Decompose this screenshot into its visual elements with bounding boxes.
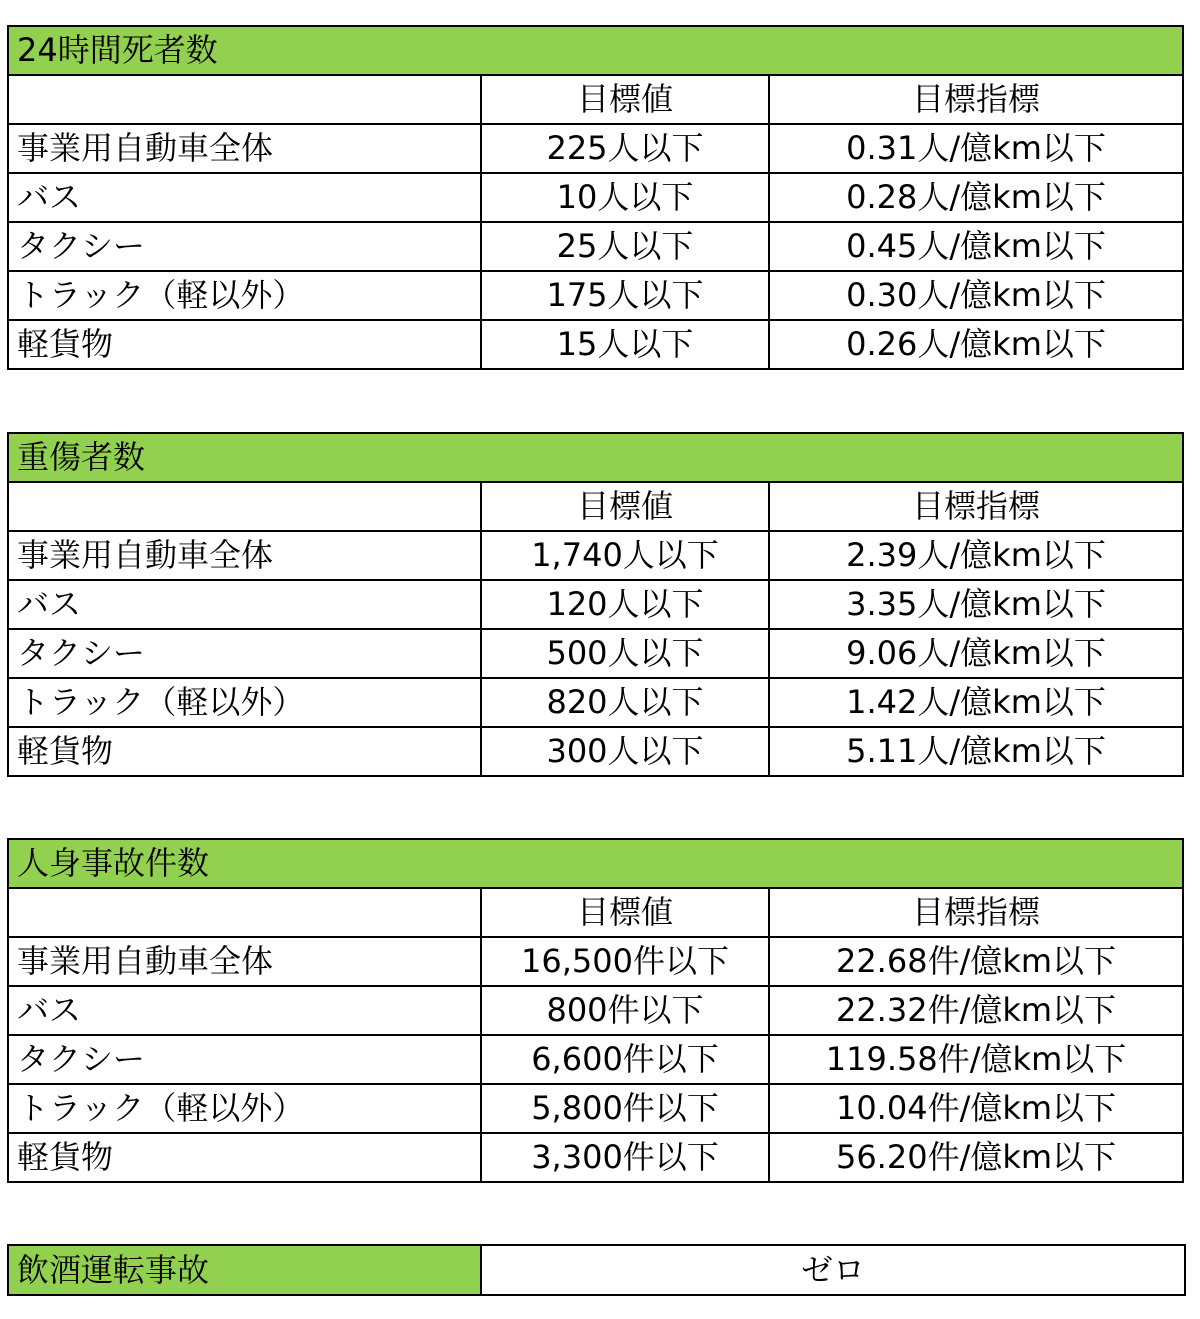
- row-target-index: 2.39人/億km以下: [769, 531, 1183, 580]
- column-header-target-index: 目標指標: [769, 482, 1183, 531]
- row-category: 軽貨物: [8, 727, 481, 776]
- row-category: 事業用自動車全体: [8, 124, 481, 173]
- row-target-index: 0.26人/億km以下: [769, 320, 1183, 369]
- section-title: 人身事故件数: [8, 839, 1183, 888]
- fatalities-table: [7, 25, 1184, 370]
- row-category: トラック（軽以外）: [8, 1084, 481, 1133]
- empty-header-cell: [8, 888, 481, 937]
- drunk-driving-table: [7, 1244, 1186, 1296]
- row-target-index: 0.30人/億km以下: [769, 271, 1183, 320]
- drunk-driving-label: 飲酒運転事故: [8, 1245, 481, 1295]
- row-target-index: 22.68件/億km以下: [769, 937, 1183, 986]
- column-header-target-value: 目標値: [481, 75, 769, 124]
- row-category: 事業用自動車全体: [8, 937, 481, 986]
- row-target-value: 10人以下: [481, 173, 769, 222]
- serious-injuries-table: [7, 432, 1184, 777]
- row-target-index: 9.06人/億km以下: [769, 629, 1183, 678]
- table-row: [8, 629, 1183, 678]
- empty-header-cell: [8, 482, 481, 531]
- row-category: トラック（軽以外）: [8, 678, 481, 727]
- row-target-value: 120人以下: [481, 580, 769, 629]
- column-header-target-value: 目標値: [481, 888, 769, 937]
- drunk-driving-value: ゼロ: [481, 1245, 1185, 1295]
- column-header-target-value: 目標値: [481, 482, 769, 531]
- row-target-value: 500人以下: [481, 629, 769, 678]
- empty-header-cell: [8, 75, 481, 124]
- table-row: [8, 1035, 1183, 1084]
- row-category: 軽貨物: [8, 1133, 481, 1182]
- row-target-index: 5.11人/億km以下: [769, 727, 1183, 776]
- table-row: [8, 124, 1183, 173]
- row-target-value: 820人以下: [481, 678, 769, 727]
- row-target-value: 1,740人以下: [481, 531, 769, 580]
- table-row: [8, 937, 1183, 986]
- row-category: バス: [8, 986, 481, 1035]
- table-row: [8, 986, 1183, 1035]
- row-category: タクシー: [8, 1035, 481, 1084]
- row-target-index: 10.04件/億km以下: [769, 1084, 1183, 1133]
- row-category: タクシー: [8, 222, 481, 271]
- row-target-value: 225人以下: [481, 124, 769, 173]
- table-row: [8, 531, 1183, 580]
- row-category: 事業用自動車全体: [8, 531, 481, 580]
- row-target-value: 16,500件以下: [481, 937, 769, 986]
- row-target-index: 0.31人/億km以下: [769, 124, 1183, 173]
- row-target-value: 300人以下: [481, 727, 769, 776]
- row-category: バス: [8, 580, 481, 629]
- row-target-index: 1.42人/億km以下: [769, 678, 1183, 727]
- column-header-target-index: 目標指標: [769, 888, 1183, 937]
- row-target-value: 5,800件以下: [481, 1084, 769, 1133]
- section-title: 重傷者数: [8, 433, 1183, 482]
- row-target-index: 3.35人/億km以下: [769, 580, 1183, 629]
- row-target-value: 25人以下: [481, 222, 769, 271]
- row-target-index: 119.58件/億km以下: [769, 1035, 1183, 1084]
- row-target-index: 56.20件/億km以下: [769, 1133, 1183, 1182]
- table-row: [8, 1084, 1183, 1133]
- row-category: 軽貨物: [8, 320, 481, 369]
- row-target-index: 0.45人/億km以下: [769, 222, 1183, 271]
- table-row: [8, 222, 1183, 271]
- row-target-value: 6,600件以下: [481, 1035, 769, 1084]
- table-row: [8, 173, 1183, 222]
- injury-accidents-table: [7, 838, 1184, 1183]
- row-category: トラック（軽以外）: [8, 271, 481, 320]
- row-target-value: 175人以下: [481, 271, 769, 320]
- column-header-target-index: 目標指標: [769, 75, 1183, 124]
- row-category: バス: [8, 173, 481, 222]
- table-row: [8, 1133, 1183, 1182]
- table-row: [8, 678, 1183, 727]
- table-row: [8, 271, 1183, 320]
- row-target-index: 22.32件/億km以下: [769, 986, 1183, 1035]
- table-row: [8, 580, 1183, 629]
- row-target-index: 0.28人/億km以下: [769, 173, 1183, 222]
- row-target-value: 15人以下: [481, 320, 769, 369]
- table-row: [8, 727, 1183, 776]
- table-row: [8, 320, 1183, 369]
- section-title: 24時間死者数: [8, 26, 1183, 75]
- row-category: タクシー: [8, 629, 481, 678]
- row-target-value: 3,300件以下: [481, 1133, 769, 1182]
- row-target-value: 800件以下: [481, 986, 769, 1035]
